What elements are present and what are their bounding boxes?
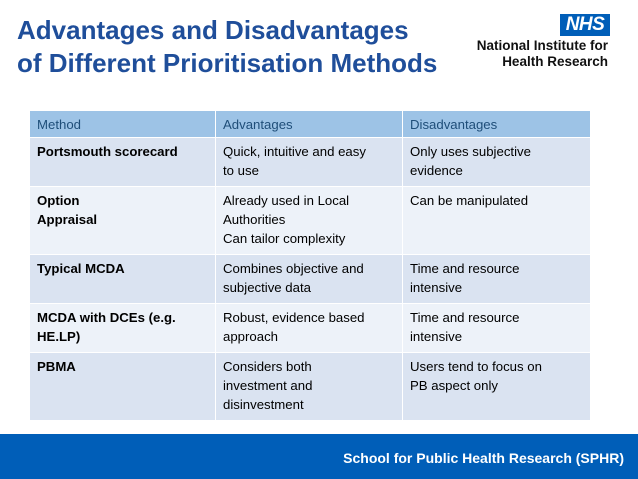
nihr-logo-text [477,38,608,70]
cell-line: HE.LP) [37,329,81,344]
cell-line: Option [37,193,80,208]
cell-line: Already used in Local [223,193,350,208]
cell-disadvantages [403,187,591,255]
header-advantages: Advantages [216,111,403,138]
cell-method [30,138,216,187]
cell-disadvantages [403,255,591,304]
nhs-logo: NHS [560,14,610,36]
slide-title-line-1: Advantages and Disadvantages [17,15,409,45]
table-body [30,138,591,421]
table-row [30,187,591,255]
slide-title [17,14,487,80]
cell-disadvantages [403,304,591,353]
cell-line: investment and [223,378,313,393]
header-method: Method [30,111,216,138]
cell-method [30,304,216,353]
cell-line: subjective data [223,280,311,295]
cell-line: PB aspect only [410,378,498,393]
nihr-line-1: National Institute for [476,38,608,53]
cell-method [30,255,216,304]
cell-line: approach [223,329,278,344]
cell-advantages [216,255,403,304]
table-row [30,304,591,353]
cell-line: Can tailor complexity [223,231,346,246]
table-row [30,353,591,421]
cell-line: Users tend to focus on [410,359,542,374]
cell-line: Time and resource [410,310,520,325]
cell-disadvantages [403,138,591,187]
table-row [30,138,591,187]
cell-line: Combines objective and [223,261,364,276]
cell-advantages [216,304,403,353]
cell-advantages [216,187,403,255]
slide-title-line-2: of Different Prioritisation Methods [17,48,438,78]
cell-advantages [216,353,403,421]
cell-line: Typical MCDA [37,261,125,276]
cell-line: Quick, intuitive and easy [223,144,366,159]
cell-line: Portsmouth scorecard [37,144,178,159]
cell-line: Authorities [223,212,286,227]
prioritisation-methods-table [29,110,591,421]
cell-line: evidence [410,163,463,178]
header-disadvantages: Disadvantages [403,111,591,138]
cell-line: to use [223,163,259,178]
cell-advantages [216,138,403,187]
cell-line: Robust, evidence based [223,310,365,325]
cell-line: Appraisal [37,212,98,227]
cell-line: intensive [410,329,463,344]
cell-line: disinvestment [223,397,304,412]
table-row [30,255,591,304]
cell-method [30,353,216,421]
footer-bar [0,434,638,479]
cell-line: MCDA with DCEs (e.g. [37,310,176,325]
cell-line: Only uses subjective [410,144,531,159]
cell-line: Can be manipulated [410,193,529,208]
cell-line: Considers both [223,359,312,374]
cell-disadvantages [403,353,591,421]
cell-line: PBMA [37,359,76,374]
cell-line: Time and resource [410,261,520,276]
nihr-line-2: Health Research [502,54,608,69]
footer-text: School for Public Health Research (SPHR) [343,450,624,466]
cell-method [30,187,216,255]
table-header-row [30,111,591,138]
cell-line: intensive [410,280,463,295]
